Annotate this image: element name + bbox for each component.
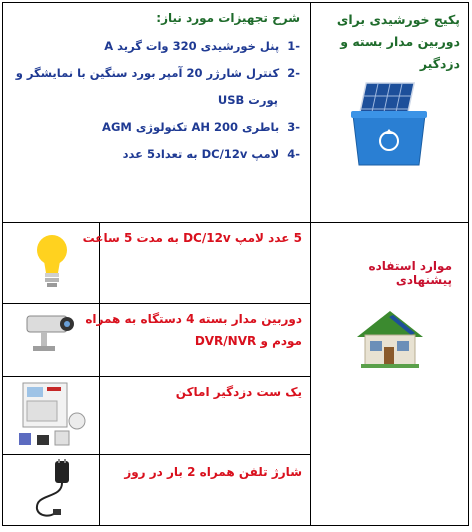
list-item: پورت USB (217, 93, 278, 107)
usecase-row-camera (3, 304, 311, 377)
house-with-solar-roof-icon (353, 307, 427, 369)
list-item: -1 پنل خورشیدی 320 وات گرید A (104, 39, 300, 53)
usecase-row-charger (3, 455, 311, 525)
equipment-cell (3, 3, 311, 223)
usecase-row-bulb (3, 223, 311, 304)
list-item: -3 باطری 200 AH تکنولوژی AGM (102, 120, 300, 134)
package-table (2, 2, 469, 526)
phone-charger-icon (25, 459, 77, 521)
equipment-title: شرح تجهیزات مورد نیاز: (156, 11, 300, 25)
usecase-row-alarm (3, 377, 311, 455)
equipment-list (11, 33, 300, 168)
bulb-usage-text: 5 عدد لامپ DC/12v به مدت 5 ساعت (82, 231, 302, 245)
cctv-camera-icon (23, 310, 83, 360)
light-bulb-icon (35, 233, 69, 289)
charger-usage-text: شارژ تلفن همراه 2 بار در روز (124, 465, 302, 479)
package-title: پکیج خورشیدی برای دوربین مدار بسته و دزدگیر (336, 12, 460, 71)
list-item: -2 کنترل شارژر 20 آمپر بورد سنگین با نمایشگر و (15, 66, 300, 80)
package-cell (311, 3, 468, 223)
usecase-label: موارد استفاده پیشنهادی (368, 259, 452, 287)
solar-panel-recycle-bin-icon (345, 79, 433, 169)
list-item: -4 لامپ DC/12v به تعداد5 عدد (122, 147, 300, 161)
usecase-cell (311, 223, 468, 525)
alarm-usage-text: یک ست دزدگیر اماکن (175, 385, 302, 399)
camera-usage-text: دوربین مدار بسته 4 دستگاه به همراه مودم و DVR/NVR (85, 312, 302, 348)
alarm-panel-icon (17, 381, 87, 451)
